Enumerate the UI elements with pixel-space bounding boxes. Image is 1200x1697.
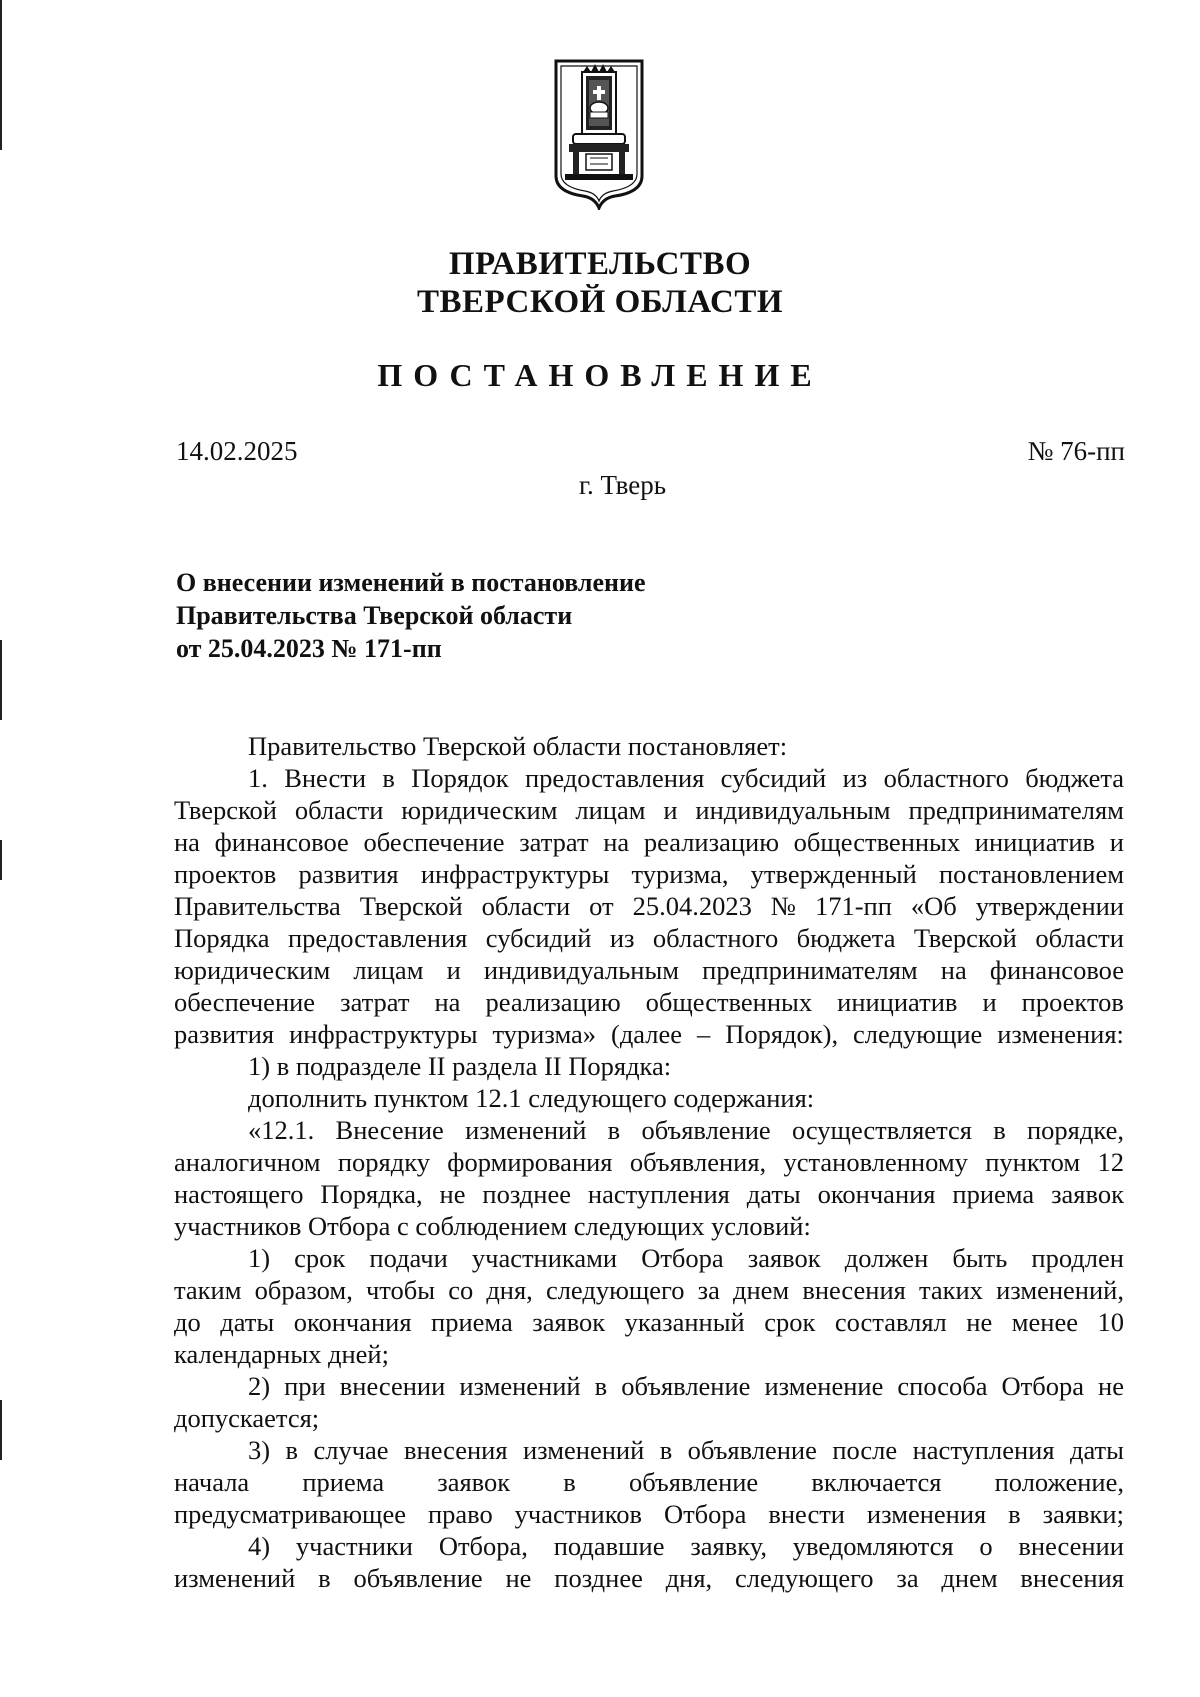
body-word: постановлением bbox=[938, 859, 1124, 889]
body-word: 1) bbox=[248, 1243, 271, 1273]
body-word: следующие bbox=[853, 1019, 983, 1049]
body-word: изменений bbox=[459, 1371, 581, 1401]
body-word: аналогичном bbox=[174, 1147, 321, 1177]
body-word: объявление bbox=[353, 1563, 483, 1593]
body-word: пунктом bbox=[985, 1147, 1081, 1177]
body-word: Тверской bbox=[359, 891, 463, 921]
body-word: право bbox=[427, 1499, 493, 1529]
body-word: предоставления bbox=[524, 763, 705, 793]
body-word: внесении bbox=[1018, 1531, 1124, 1561]
body-word: от bbox=[589, 891, 614, 921]
body-word: в bbox=[659, 1435, 673, 1465]
body-word: областного bbox=[883, 763, 1009, 793]
body-line bbox=[174, 1370, 1124, 1402]
body-word: участниками bbox=[471, 1243, 618, 1273]
body-word: днем bbox=[732, 1275, 790, 1305]
body-word: изменения bbox=[866, 1499, 987, 1529]
body-word: Порядка, bbox=[320, 1179, 423, 1209]
body-word: на bbox=[174, 827, 200, 857]
body-word: проектов bbox=[174, 859, 277, 889]
body-word: в bbox=[285, 1435, 299, 1465]
body-word: внести bbox=[768, 1499, 845, 1529]
body-word: продлен bbox=[1031, 1243, 1124, 1273]
body-line bbox=[174, 922, 1124, 954]
document-body bbox=[174, 730, 1124, 1594]
body-line: 1) в подразделе II раздела II Порядка: bbox=[248, 1051, 672, 1081]
document-type-heading: ПОСТАНОВЛЕНИЕ bbox=[377, 357, 823, 393]
body-word: «12.1. bbox=[248, 1115, 315, 1145]
body-word: участники bbox=[295, 1531, 413, 1561]
body-word: указанный bbox=[624, 1307, 745, 1337]
body-word: туризма» bbox=[492, 1019, 597, 1049]
body-word: внесения bbox=[802, 1275, 906, 1305]
body-word: 25.04.2023 bbox=[632, 891, 752, 921]
body-line bbox=[174, 1466, 1124, 1498]
body-word: предпринимателям bbox=[702, 955, 918, 985]
body-line bbox=[174, 1306, 1124, 1338]
body-word: области bbox=[1035, 923, 1124, 953]
body-word: приема bbox=[952, 1179, 1035, 1209]
body-line bbox=[174, 794, 1124, 826]
body-word: начала bbox=[174, 1467, 250, 1497]
body-word: субсидий bbox=[485, 923, 592, 953]
body-word: из bbox=[609, 923, 635, 953]
body-word: Порядок bbox=[411, 763, 509, 793]
body-word: 12 bbox=[1097, 1147, 1124, 1177]
body-word: не bbox=[1098, 1371, 1124, 1401]
body-word: порядке, bbox=[1027, 1115, 1124, 1145]
body-word: заявок bbox=[532, 1307, 606, 1337]
body-word: – bbox=[697, 1019, 711, 1049]
body-word: заявок bbox=[1051, 1179, 1124, 1209]
body-line: дополнить пунктом 12.1 следующего содержания: bbox=[248, 1083, 815, 1113]
body-word: Отбора bbox=[641, 1243, 724, 1273]
body-word: в bbox=[382, 763, 395, 793]
body-word: включается bbox=[811, 1467, 942, 1497]
body-word: заявки; bbox=[1042, 1499, 1124, 1529]
body-word: обеспечение bbox=[363, 827, 505, 857]
body-word: юридическим bbox=[401, 795, 558, 825]
body-word: общественных bbox=[793, 827, 961, 857]
body-word: в bbox=[594, 1371, 608, 1401]
body-word: инициатив bbox=[974, 827, 1096, 857]
body-word: № bbox=[770, 891, 797, 921]
body-word: в bbox=[1008, 1499, 1021, 1529]
subject-line: О внесении изменений в постановление bbox=[176, 568, 646, 597]
scan-edge-mark bbox=[0, 640, 2, 720]
body-word: 2) bbox=[248, 1371, 271, 1401]
body-word: утверждении bbox=[975, 891, 1124, 921]
body-word: установленному bbox=[783, 1147, 968, 1177]
body-word: Внести bbox=[284, 763, 367, 793]
body-word: бюджета bbox=[796, 923, 896, 953]
body-word: инфраструктуры bbox=[420, 859, 610, 889]
body-word: утвержденный bbox=[750, 859, 917, 889]
body-word: заявок bbox=[437, 1467, 511, 1497]
document-city: г. Тверь bbox=[578, 470, 667, 500]
body-word: внесения bbox=[1020, 1563, 1124, 1593]
body-line bbox=[174, 762, 1124, 794]
body-word: Тверской bbox=[913, 923, 1017, 953]
document-number: № 76-пп bbox=[1027, 436, 1125, 466]
body-word: позднее bbox=[482, 1179, 571, 1209]
body-word: срок bbox=[294, 1243, 346, 1273]
body-word: 1. bbox=[248, 763, 268, 793]
body-word: области bbox=[481, 891, 571, 921]
body-word: быть bbox=[952, 1243, 1008, 1273]
body-word: днем bbox=[941, 1563, 998, 1593]
body-line bbox=[174, 1562, 1124, 1594]
body-word: приема bbox=[431, 1307, 513, 1337]
body-word: приема bbox=[302, 1467, 385, 1497]
body-word: 10 bbox=[1097, 1307, 1124, 1337]
body-word: порядку bbox=[337, 1147, 430, 1177]
body-word: субсидий bbox=[720, 763, 827, 793]
body-word: в bbox=[993, 1115, 1006, 1145]
body-word: не bbox=[966, 1307, 993, 1337]
body-word: инфраструктуры bbox=[289, 1019, 478, 1049]
body-word: финансовое bbox=[989, 955, 1124, 985]
body-word: осуществляется bbox=[791, 1115, 972, 1145]
body-word: на bbox=[940, 955, 967, 985]
coat-of-arms-emblem bbox=[553, 58, 645, 210]
body-word: следующего bbox=[734, 1563, 874, 1593]
body-line bbox=[174, 890, 1124, 922]
government-name-line1: ПРАВИТЕЛЬСТВО bbox=[448, 246, 752, 282]
body-word: позднее bbox=[554, 1563, 643, 1593]
body-word: даты bbox=[746, 1179, 801, 1209]
body-word: таким bbox=[174, 1275, 242, 1305]
body-line bbox=[174, 954, 1124, 986]
body-word: областного bbox=[652, 923, 779, 953]
body-line bbox=[174, 1114, 1124, 1146]
body-word: предоставления bbox=[287, 923, 468, 953]
body-word: объявление bbox=[621, 1371, 751, 1401]
body-word: объявление bbox=[687, 1435, 817, 1465]
body-line bbox=[174, 986, 1124, 1018]
body-word: (далее bbox=[611, 1019, 683, 1049]
body-word: Внесение bbox=[335, 1115, 444, 1145]
body-word: после bbox=[832, 1435, 898, 1465]
body-word: должен bbox=[844, 1243, 929, 1273]
body-word: внесения bbox=[404, 1435, 508, 1465]
body-line: участников Отбора с соблюдением следующих условий: bbox=[174, 1211, 811, 1241]
body-word: инициатив bbox=[837, 987, 958, 1017]
body-word: реализацию bbox=[485, 987, 621, 1017]
government-name-line2: ТВЕРСКОЙ ОБЛАСТИ bbox=[416, 284, 784, 320]
body-word: окончания bbox=[817, 1179, 936, 1209]
body-word: за bbox=[697, 1275, 720, 1305]
document-date: 14.02.2025 bbox=[176, 436, 298, 466]
body-word: наступления bbox=[587, 1179, 730, 1209]
body-word: и bbox=[446, 955, 461, 985]
body-word: Отбора bbox=[1001, 1371, 1084, 1401]
body-word: следующего bbox=[545, 1275, 685, 1305]
body-word: обеспечение bbox=[174, 987, 316, 1017]
body-word: изменений bbox=[465, 1115, 587, 1145]
body-word: 4) bbox=[248, 1531, 271, 1561]
body-word: бюджета bbox=[1025, 763, 1124, 793]
body-word: заявок bbox=[747, 1243, 821, 1273]
body-word: индивидуальным bbox=[695, 795, 891, 825]
scan-edge-mark bbox=[0, 840, 2, 880]
body-word: Отбора bbox=[663, 1499, 747, 1529]
body-word: участников bbox=[514, 1499, 642, 1529]
body-word: предусматривающее bbox=[174, 1499, 406, 1529]
body-word: о bbox=[979, 1531, 993, 1561]
body-word: дня, bbox=[486, 1275, 533, 1305]
body-word: внесении bbox=[339, 1371, 446, 1401]
scan-edge-mark bbox=[0, 1400, 2, 1460]
body-word: составлял bbox=[834, 1307, 947, 1337]
body-word: подавшие bbox=[553, 1531, 665, 1561]
body-line bbox=[174, 1242, 1124, 1274]
body-word: области bbox=[294, 795, 384, 825]
body-word: Отбора, bbox=[438, 1531, 528, 1561]
body-word: случае bbox=[313, 1435, 389, 1465]
subject-line: Правительства Тверской области bbox=[176, 601, 573, 630]
body-word: проектов bbox=[1021, 987, 1124, 1017]
body-word: уведомляются bbox=[792, 1531, 954, 1561]
body-word: изменения: bbox=[997, 1019, 1124, 1049]
body-word: юридическим bbox=[174, 955, 331, 985]
subject-line: от 25.04.2023 № 171-пп bbox=[176, 634, 442, 663]
body-word: развития bbox=[174, 1019, 275, 1049]
body-line bbox=[174, 1178, 1124, 1210]
body-word: и bbox=[982, 987, 997, 1017]
body-word: изменений bbox=[174, 1563, 296, 1593]
body-word: развития bbox=[298, 859, 399, 889]
body-word: за bbox=[896, 1563, 919, 1593]
body-word: окончания bbox=[293, 1307, 412, 1337]
body-word: объявление bbox=[628, 1467, 759, 1497]
body-word: «Об bbox=[910, 891, 957, 921]
body-word: на bbox=[434, 987, 461, 1017]
body-word: дня, bbox=[665, 1563, 713, 1593]
body-line bbox=[174, 1530, 1124, 1562]
body-word: до bbox=[174, 1307, 201, 1337]
body-word: предпринимателям bbox=[908, 795, 1124, 825]
body-word: 3) bbox=[248, 1435, 271, 1465]
body-word: из bbox=[842, 763, 868, 793]
body-word: на bbox=[603, 827, 630, 857]
body-word: таких bbox=[918, 1275, 983, 1305]
body-word: в bbox=[607, 1115, 621, 1145]
body-word: менее bbox=[1011, 1307, 1078, 1337]
body-line bbox=[174, 1146, 1124, 1178]
body-word: финансовое bbox=[214, 827, 349, 857]
body-word: объявления, bbox=[629, 1147, 767, 1177]
body-word: настоящего bbox=[174, 1179, 304, 1209]
body-word: заявку, bbox=[690, 1531, 767, 1561]
body-word: Порядка bbox=[174, 923, 270, 953]
body-line: допускается; bbox=[174, 1403, 320, 1433]
body-word: при bbox=[284, 1371, 326, 1401]
body-word: Порядок), bbox=[725, 1019, 839, 1049]
body-word: формирования bbox=[447, 1147, 613, 1177]
body-word: чтобы bbox=[365, 1275, 436, 1305]
body-word: способа bbox=[897, 1371, 988, 1401]
body-word: Тверской bbox=[174, 795, 277, 825]
body-word: Правительства bbox=[174, 891, 341, 921]
body-word: объявление bbox=[641, 1115, 771, 1145]
body-word: изменений, bbox=[996, 1275, 1124, 1305]
body-intro: Правительство Тверской области постановляет: bbox=[248, 731, 788, 761]
body-line bbox=[174, 1434, 1124, 1466]
body-word: даты bbox=[1069, 1435, 1124, 1465]
body-word: и bbox=[663, 795, 678, 825]
body-word: подачи bbox=[369, 1243, 448, 1273]
body-line bbox=[174, 1274, 1124, 1306]
body-word: не bbox=[439, 1179, 466, 1209]
body-word: не bbox=[505, 1563, 532, 1593]
body-word: 171-пп bbox=[814, 891, 892, 921]
body-word: со bbox=[448, 1275, 474, 1305]
body-word: и bbox=[1109, 827, 1124, 857]
body-word: образом, bbox=[254, 1275, 353, 1305]
body-word: туризма, bbox=[631, 859, 729, 889]
body-word: в bbox=[563, 1467, 576, 1497]
body-line bbox=[174, 826, 1124, 858]
body-word: наступления bbox=[912, 1435, 1055, 1465]
body-word: даты bbox=[220, 1307, 275, 1337]
document-subject bbox=[176, 566, 646, 665]
body-word: индивидуальным bbox=[483, 955, 680, 985]
body-word: лицам bbox=[575, 795, 646, 825]
body-word: затрат bbox=[340, 987, 410, 1017]
body-word: затрат bbox=[519, 827, 589, 857]
body-word: положение, bbox=[994, 1467, 1124, 1497]
body-line: календарных дней; bbox=[174, 1339, 389, 1369]
scan-edge-mark bbox=[0, 0, 2, 150]
body-word: лицам bbox=[353, 955, 424, 985]
body-word: общественных bbox=[645, 987, 813, 1017]
body-word: изменений bbox=[522, 1435, 645, 1465]
body-word: изменение bbox=[764, 1371, 884, 1401]
body-word: реализацию bbox=[643, 827, 779, 857]
body-line bbox=[174, 858, 1124, 890]
body-line bbox=[174, 1498, 1124, 1530]
body-line bbox=[174, 1018, 1124, 1050]
body-word: в bbox=[318, 1563, 331, 1593]
body-word: срок bbox=[764, 1307, 816, 1337]
